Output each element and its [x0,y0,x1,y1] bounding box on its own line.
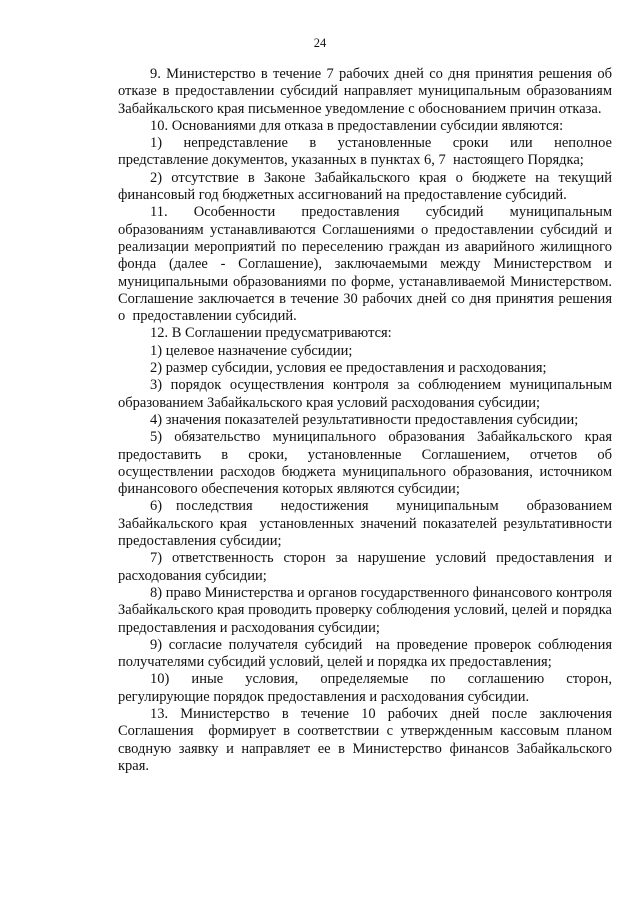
paragraph-12-item-2: 2) размер субсидии, условия ее предоставления и расходования; [150,360,547,377]
paragraph-10-item-1: 1) непредставление в установленные сроки или неполное представление документов, указанных в пунктах 6, 7 настоящего Порядка; [118,135,616,169]
paragraph-12-item-8: 8) право Министерства и органов государственного финансового контроля Забайкальского края проводить проверку соблюдения условий, целей и порядка предоставления и расходования субсидии; [118,584,616,636]
paragraph-12-item-1: 1) целевое назначение субсидии; [150,342,353,359]
paragraph-12: 12. В Соглашении предусматриваются: [150,325,392,342]
paragraph-11: 11. Особенности предоставления субсидий муниципальным образованиям устанавливаются Соглашениями о предоставлении субсидий и реализации мероприятий по переселению граждан из аварийного жилищного фонда (далее - Соглашение), заключаемыми между Министерством и муниципальными образованиями по форме, устанавливаемой Министерством. Соглашение заключается в течение 30 рабочих дней со дня принятия решения о предоставлении субсидий. [118,204,616,325]
paragraph-12-item-4: 4) значения показателей результативности предоставления субсидии; [150,411,579,428]
paragraph-10: 10. Основаниями для отказа в предоставлении субсидии являются: [150,117,564,134]
document-body [118,66,616,775]
paragraph-12-item-6: 6) последствия недостижения муниципальным образованием Забайкальского края установленных значений показателей результативности предоставления субсидии; [118,498,616,550]
page-number: 24 [313,36,327,50]
paragraph-12-item-5: 5) обязательство муниципального образования Забайкальского края предоставить в сроки, установленные Соглашением, отчетов об осуществлении расходов бюджета муниципального образования, источником финансового обеспечения которых являются субсидии; [118,429,616,498]
paragraph-10-item-2: 2) отсутствие в Законе Забайкальского края о бюджете на текущий финансовый год бюджетных ассигнований на предоставление субсидий. [118,169,616,204]
paragraph-12-item-9: 9) согласие получателя субсидий на проведение проверок соблюдения получателями субсидий условий, целей и порядка их предоставления; [118,636,616,671]
paragraph-13: 13. Министерство в течение 10 рабочих дней после заключения Соглашения формирует в соответствии с утвержденным кассовым планом сводную заявку и направляет ее в Министерство финансов Забайкальского края. [118,705,616,774]
paragraph-12-item-3: 3) порядок осуществления контроля за соблюдением муниципальным образованием Забайкальского края условий расходования субсидии; [118,377,616,411]
paragraph-12-item-7: 7) ответственность сторон за нарушение условий предоставления и расходования субсидии; [118,550,616,584]
paragraph-12-item-10: 10) иные условия, определяемые по соглашению сторон, регулирующие порядок предоставления и расходования субсидии. [118,671,616,705]
paragraph-9: 9. Министерство в течение 7 рабочих дней со дня принятия решения об отказе в предоставлении субсидий направляет муниципальным образованиям Забайкальского края письменное уведомление с обоснованием причин отказа. [118,66,616,117]
